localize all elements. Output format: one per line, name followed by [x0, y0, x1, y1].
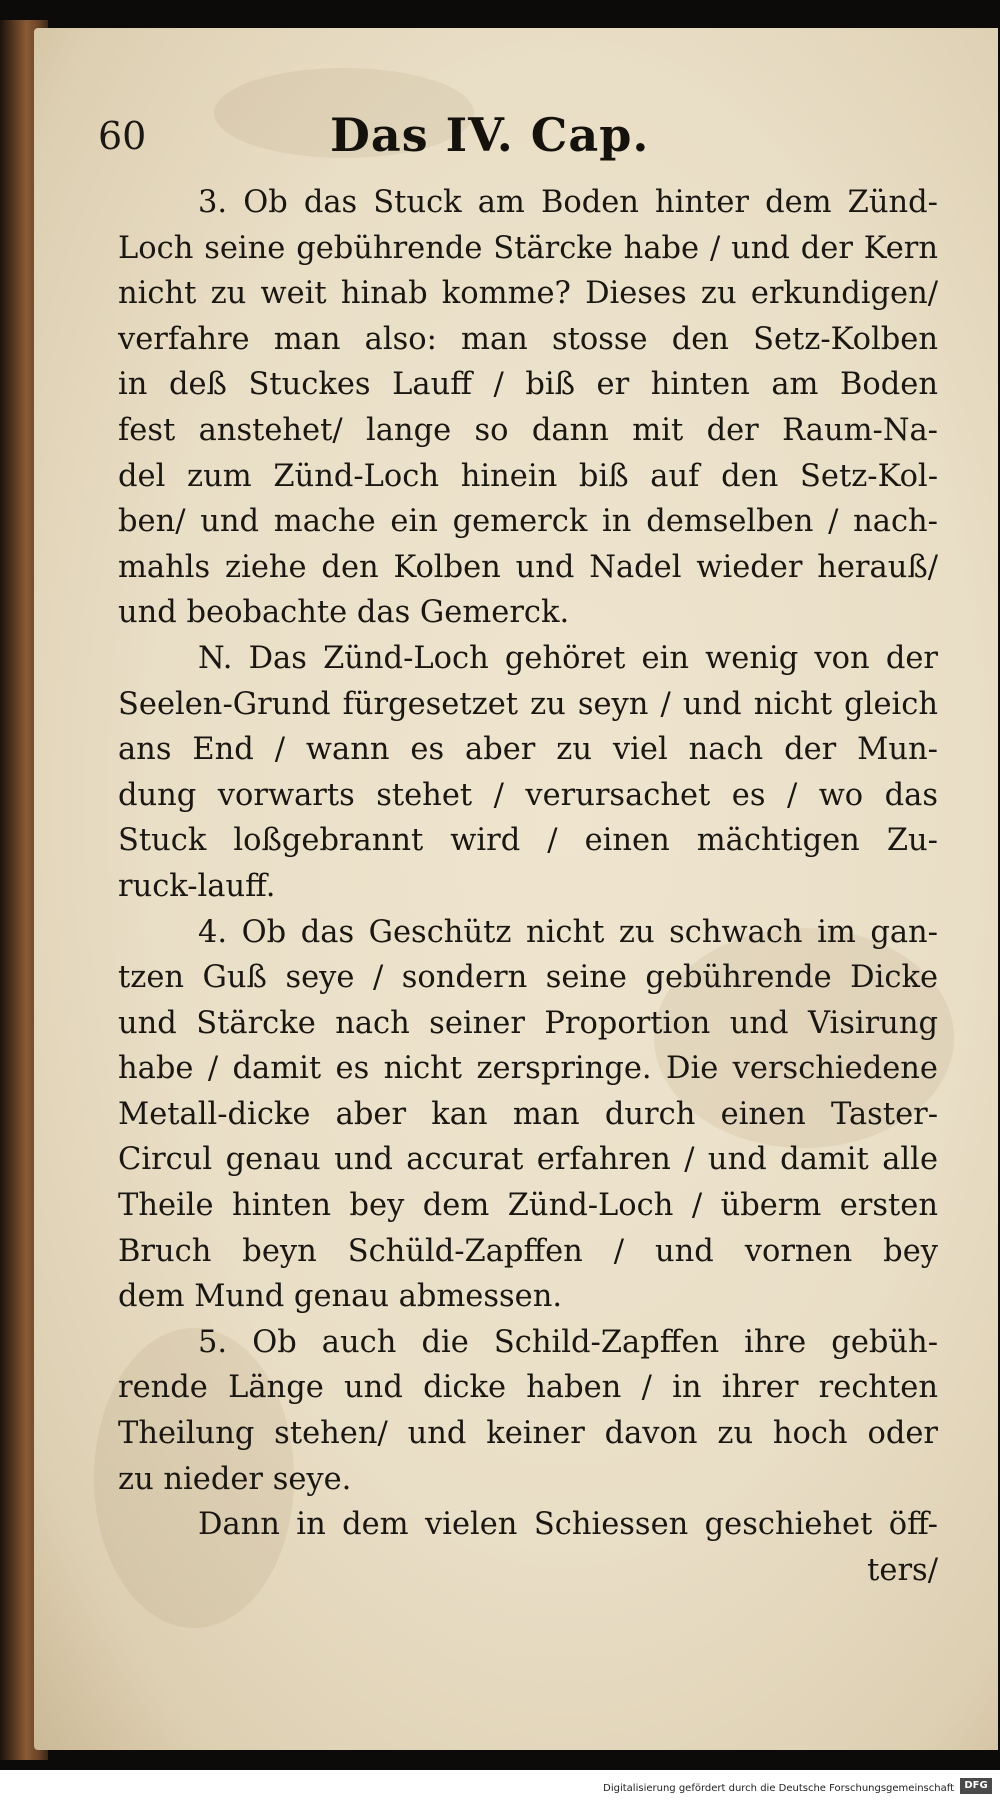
text-line: in deß Stuckes Lauff / biß er hinten am Boden: [118, 367, 938, 403]
text-line: 3. Ob das Stuck am Boden hinter dem Zünd-: [198, 185, 938, 220]
text-line: und Stärcke nach seiner Proportion und Visirung: [118, 1005, 938, 1041]
footer-bar: [0, 1770, 1000, 1800]
text-line: Stuck loßgebrannt wird / einen mächtigen Zu-: [118, 823, 938, 859]
text-line: ters/: [867, 1552, 938, 1588]
text-line: dung vorwarts stehet / verursachet es / wo das: [118, 777, 938, 813]
text-line: nicht zu weit hinab komme? Dieses zu erkundigen/: [118, 276, 938, 312]
text-line: Seelen-Grund fürgesetzet zu seyn / und nicht gleich: [118, 686, 938, 722]
text-line: 4. Ob das Geschütz nicht zu schwach im gan-: [198, 914, 938, 950]
text-line: verfahre man also: man stosse den Setz-Kolben: [118, 321, 938, 357]
text-line: ruck-lauff.: [118, 868, 276, 904]
text-line: Theile hinten bey dem Zünd-Loch / überm ersten: [118, 1188, 938, 1224]
page-header: [0, 108, 1000, 168]
text-line: ben/ und mache ein gemerck in demselben / nach-: [118, 504, 938, 540]
text-line: 5. Ob auch die Schild-Zapffen ihre gebüh-: [198, 1324, 938, 1360]
text-line: Metall-dicke aber kan man durch einen Taster-: [118, 1096, 938, 1132]
text-line: del zum Zünd-Loch hinein biß auf den Setz-Kol-: [118, 458, 938, 494]
text-line: N. Das Zünd-Loch gehöret ein wenig von der: [198, 640, 938, 676]
text-line: und beobachte das Gemerck.: [118, 595, 570, 631]
text-line: tzen Guß seye / sondern seine gebührende Dicke: [118, 960, 938, 996]
text-line: ans End / wann es aber zu viel nach der Mun-: [118, 732, 938, 768]
page-number: 60: [98, 114, 147, 158]
text-line: habe / damit es nicht zerspringe. Die verschiedene: [118, 1051, 938, 1087]
text-line: dem Mund genau abmessen.: [118, 1279, 563, 1315]
body-text: [118, 180, 938, 1593]
dfg-logo: DFG: [960, 1778, 992, 1794]
text-line: Loch seine gebührende Stärcke habe / und der Kern: [118, 230, 938, 266]
text-line: rende Länge und dicke haben / in ihrer rechten: [118, 1370, 938, 1406]
text-line: Bruch beyn Schüld-Zapffen / und vornen bey: [118, 1233, 938, 1269]
text-line: Dann in dem vielen Schiessen geschiehet öff-: [198, 1507, 938, 1543]
funding-note: Digitalisierung gefördert durch die Deutsche Forschungsgemeinschaft: [603, 1783, 954, 1794]
running-title: Das IV. Cap.: [330, 108, 650, 162]
text-line: zu nieder seye.: [118, 1461, 352, 1497]
text-line: mahls ziehe den Kolben und Nadel wieder herauß/: [118, 549, 938, 585]
text-line: fest anstehet/ lange so dann mit der Raum-Na-: [118, 412, 938, 448]
text-line: Circul genau und accurat erfahren / und damit alle: [118, 1142, 938, 1178]
text-line: Theilung stehen/ und keiner davon zu hoch oder: [118, 1416, 938, 1452]
